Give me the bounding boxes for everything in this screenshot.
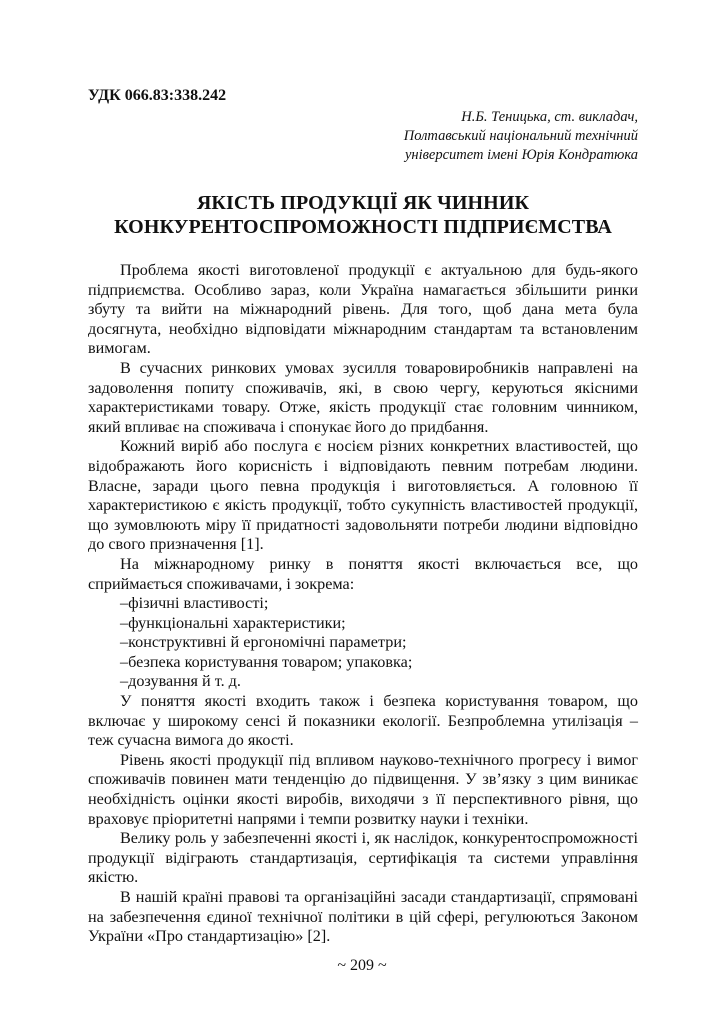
title-line-1: ЯКІСТЬ ПРОДУКЦІЇ ЯК ЧИННИК (196, 192, 530, 214)
udk-code: УДК 066.83:338.242 (88, 87, 227, 104)
author-institution-line1: Полтавський національний технічний (403, 128, 638, 144)
quality-components-list (88, 594, 638, 692)
list-item: –фізичні властивості; (120, 594, 269, 613)
paragraph-1: Проблема якості виготовленої продукції є актуальною для будь-якого підприємства. Особливо зараз, коли Україна намагається збільшити ринки збуту та вийти на міжнародний рівень. Для того, щоб дана мета була досягнута, необхідно відповідати міжнародним стандартам та встановленим вимогам. (88, 261, 638, 358)
author-institution-line2: університет імені Юрія Кондратюка (404, 147, 638, 163)
list-item: –безпека користування товаром; упаковка; (120, 652, 413, 671)
title-line-2: КОНКУРЕНТОСПРОМОЖНОСТІ ПІДПРИЄМСТВА (114, 216, 612, 238)
paper-page (88, 86, 638, 947)
paragraph-6: Рівень якості продукції під впливом науково-технічного прогресу і вимог споживачів повинен мати тенденцію до підвищення. У зв’язку з цим виникає необхідність оцінки якості виробів, виходячи з її перспективного рівня, що враховує пріоритетні напрями і темпи розвитку науки і техніки. (88, 750, 638, 828)
list-item: –функціональні характеристики; (120, 613, 346, 632)
article-body (88, 261, 638, 947)
list-item: –дозування й т. д. (120, 672, 241, 691)
list-item: –конструктивні й ергономічні параметри; (120, 633, 407, 652)
paragraph-5: У поняття якості входить також і безпека користування товаром, що включає у широкому сенсі й показники екології. Безпроблемна утилізація – теж сучасна вимога до якості. (88, 692, 638, 750)
paragraph-7: Велику роль у забезпеченні якості і, як наслідок, конкурентоспроможності продукції відіграють стандартизація, сертифікація та системи управління якістю. (88, 829, 638, 887)
paragraph-8: В нашій країні правові та організаційні засади стандартизації, спрямовані на забезпечення єдиної технічної політики в цій сфері, регулюються Законом України «Про стандартизацію» [2]. (88, 888, 638, 946)
author-affiliation (88, 108, 638, 165)
author-name: Н.Б. Теницька, ст. викладач, (461, 109, 638, 125)
page-number: ~ 209 ~ (337, 957, 387, 974)
paper-title (88, 191, 638, 239)
paragraph-2: В сучасних ринкових умовах зусилля товаровиробників направлені на задоволення попиту споживачів, які, в свою чергу, керуються якісними характеристиками товару. Отже, якість продукції стає головним чинником, який впливає на споживача і спонукає його до придбання. (88, 358, 638, 436)
paragraph-4: На міжнародному ринку в поняття якості включається все, що сприймається споживачами, і зокрема: (88, 554, 638, 593)
paragraph-3: Кожний виріб або послуга є носієм різних конкретних властивостей, що відображають його корисність і відповідають певним потребам людини. Власне, заради цього певна продукція і виготовляється. А головною її характеристикою є якість продукції, тобто сукупність властивостей продукції, що зумовлюють міру її придатності задовольняти потреби людини відповідно до свого призначення [1]. (88, 437, 638, 554)
